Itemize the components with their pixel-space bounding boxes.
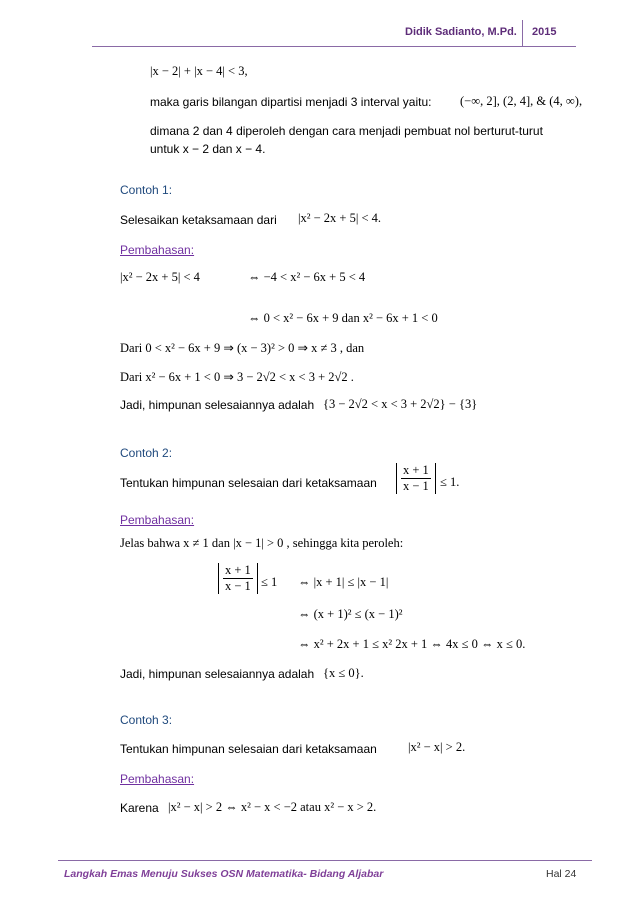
example2-conclusion-text: Jadi, himpunan selesaiannya adalah xyxy=(120,667,315,681)
example2-step3: ⇔ (x + 1)² ≤ (x − 1)² xyxy=(298,607,403,621)
header-rule xyxy=(92,46,576,47)
example2-step-denominator: x − 1 xyxy=(225,579,251,593)
example2-step2-right: ⇔ |x + 1| ≤ |x − 1| xyxy=(298,575,389,589)
example1-conclusion-text: Jadi, himpunan selesaiannya adalah xyxy=(120,398,315,412)
example2-heading: Contoh 2: xyxy=(120,446,173,460)
example3-step1-text: Karena xyxy=(120,801,159,815)
example2-problem-tail: ≤ 1. xyxy=(440,475,460,489)
example1-heading: Contoh 1: xyxy=(120,183,173,197)
header-author: Didik Sadianto, M.Pd. xyxy=(405,26,517,38)
example2-step-fraction xyxy=(218,563,258,594)
example2-step1: Jelas bahwa x ≠ 1 dan |x − 1| > 0 , sehingga kita peroleh: xyxy=(120,536,404,550)
intro-line2-math: (−∞, 2], (2, 4], & (4, ∞), xyxy=(460,94,583,108)
example2-problem-numerator: x + 1 xyxy=(403,463,429,477)
intro-line3: dimana 2 dan 4 diperoleh dengan cara menjadi pembuat nol berturut-turut xyxy=(150,124,543,138)
example2-problem-denominator: x − 1 xyxy=(403,479,429,493)
example3-solution-heading: Pembahasan: xyxy=(120,772,195,786)
intro-line4: untuk x − 2 dan x − 4. xyxy=(150,142,266,156)
example1-problem-math: |x² − 2x + 5| < 4. xyxy=(298,211,382,225)
example3-step1-math: |x² − x| > 2 ⇔ x² − x < −2 atau x² − x > 2. xyxy=(168,800,377,814)
footer-page-number: Hal 24 xyxy=(546,868,577,880)
example2-conclusion-math: {x ≤ 0}. xyxy=(323,666,364,680)
example3-problem-math: |x² − x| > 2. xyxy=(408,740,466,754)
example2-step-numerator: x + 1 xyxy=(225,563,251,577)
intro-line2-text: maka garis bilangan dipartisi menjadi 3 interval yaitu: xyxy=(150,95,432,109)
example1-solution-heading: Pembahasan: xyxy=(120,243,195,257)
example2-problem-fraction xyxy=(396,463,436,494)
intro-line1: |x − 2| + |x − 4| < 3, xyxy=(150,64,248,78)
example3-heading: Contoh 3: xyxy=(120,713,173,727)
example3-problem-text: Tentukan himpunan selesaian dari ketaksamaan xyxy=(120,742,377,756)
example1-step4: Dari x² − 6x + 1 < 0 ⇒ 3 − 2√2 < x < 3 + 2√2 . xyxy=(120,370,354,384)
footer-rule xyxy=(58,860,592,861)
example2-solution-heading: Pembahasan: xyxy=(120,513,195,527)
header-divider xyxy=(522,20,523,46)
example1-step1-right: ⇔ −4 < x² − 6x + 5 < 4 xyxy=(248,270,366,284)
example2-problem-text: Tentukan himpunan selesaian dari ketaksamaan xyxy=(120,476,377,490)
header-year: 2015 xyxy=(532,26,557,38)
example1-problem-text: Selesaikan ketaksamaan dari xyxy=(120,213,277,227)
example1-step2: ⇔ 0 < x² − 6x + 9 dan x² − 6x + 1 < 0 xyxy=(248,311,438,325)
example1-conclusion-math: {3 − 2√2 < x < 3 + 2√2} − {3} xyxy=(323,397,478,411)
footer-title: Langkah Emas Menuju Sukses OSN Matematika- Bidang Aljabar xyxy=(64,868,384,880)
example1-step1-left: |x² − 2x + 5| < 4 xyxy=(120,270,200,284)
example2-step-tail: ≤ 1 xyxy=(261,575,278,589)
example1-step3: Dari 0 < x² − 6x + 9 ⇒ (x − 3)² > 0 ⇒ x ≠ 3 , dan xyxy=(120,341,365,355)
example2-step4: ⇔ x² + 2x + 1 ≤ x² 2x + 1 ⇔ 4x ≤ 0 ⇔ x ≤ 0. xyxy=(298,637,526,651)
